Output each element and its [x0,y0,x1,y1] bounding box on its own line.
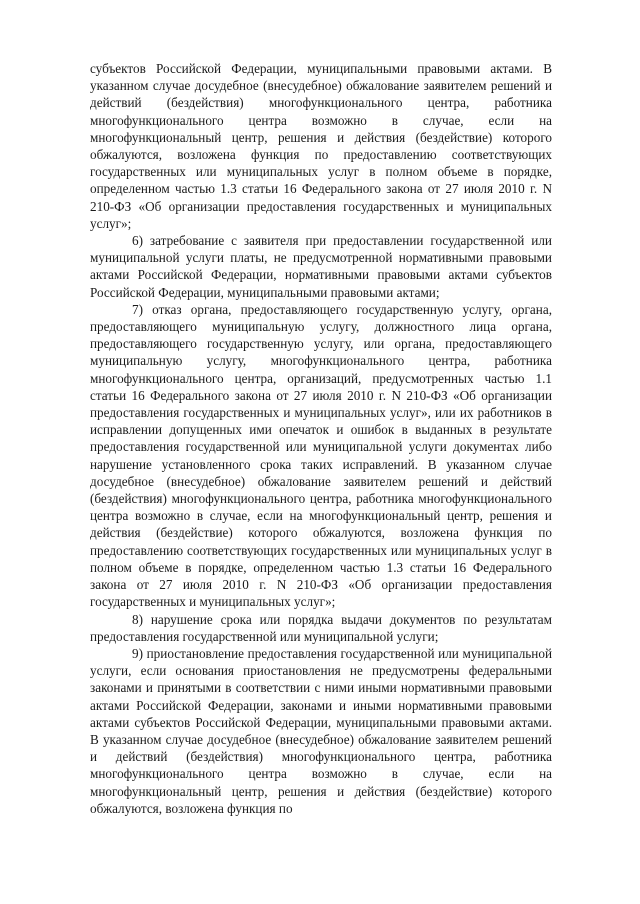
paragraph-item-6: 6) затребование с заявителя при предоставлении государственной или муниципальной услуги платы, не предусмотренной нормативными правовыми актами Российской Федерации, нормативными правовыми актами субъектов Российской Федерации, муниципальными правовыми актами; [90,233,552,300]
document-page [90,60,552,817]
paragraph-continuation: субъектов Российской Федерации, муниципальными правовыми актами. В указанном случае досудебное (внесудебное) обжалование заявителем решений и действий (бездействия) многофункционального центра, работника многофункционального центра возможно в случае, если на многофункциональный центр, решения и действия (бездействие) которого обжалуются, возложена функция по предоставлению соответствующих государственных или муниципальных услуг в полном объеме в порядке, определенном частью 1.3 статьи 16 Федерального закона от 27 июля 2010 г. N 210-ФЗ «Об организации предоставления государственных и муниципальных услуг»; [90,61,552,231]
paragraph-item-9: 9) приостановление предоставления государственной или муниципальной услуги, если основания приостановления не предусмотрены федеральными законами и принятыми в соответствии с ними иными нормативными правовыми актами Российской Федерации, законами и иными нормативными правовыми актами субъектов Российской Федерации, муниципальными правовыми актами. В указанном случае досудебное (внесудебное) обжалование заявителем решений и действий (бездействия) многофункционального центра, работника многофункционального центра возможно в случае, если на многофункциональный центр, решения и действия (бездействие) которого обжалуются, возложена функция по [90,645,552,816]
paragraph-item-8: 8) нарушение срока или порядка выдачи документов по результатам предоставления государственной или муниципальной услуги; [90,611,552,644]
paragraph-item-7: 7) отказ органа, предоставляющего государственную услугу, органа, предоставляющего муниципальную услугу, должностного лица органа, предоставляющего государственную услугу, или органа, предоставляющего муниципальную услугу, многофункционального центра, работника многофункционального центра, организаций, предусмотренных частью 1.1 статьи 16 Федерального закона от 27 июля 2010 г. N 210-ФЗ «Об организации предоставления государственных и муниципальных услуг», или их работников в исправлении допущенных ими опечаток и ошибок в выданных в результате предоставления государственной или муниципальной услуги документах либо нарушение установленного срока таких исправлений. В указанном случае досудебное (внесудебное) обжалование заявителем решений и действий (бездействия) многофункционального центра, работника многофункционального центра возможно в случае, если на многофункциональный центр, решения и действия (бездействие) которого обжалуются, возложена функция по предоставлению соответствующих государственных или муниципальных услуг в полном объеме в порядке, определенном частью 1.3 статьи 16 Федерального закона от 27 июля 2010 г. N 210-ФЗ «Об организации предоставления государственных и муниципальных услуг»; [90,301,552,610]
